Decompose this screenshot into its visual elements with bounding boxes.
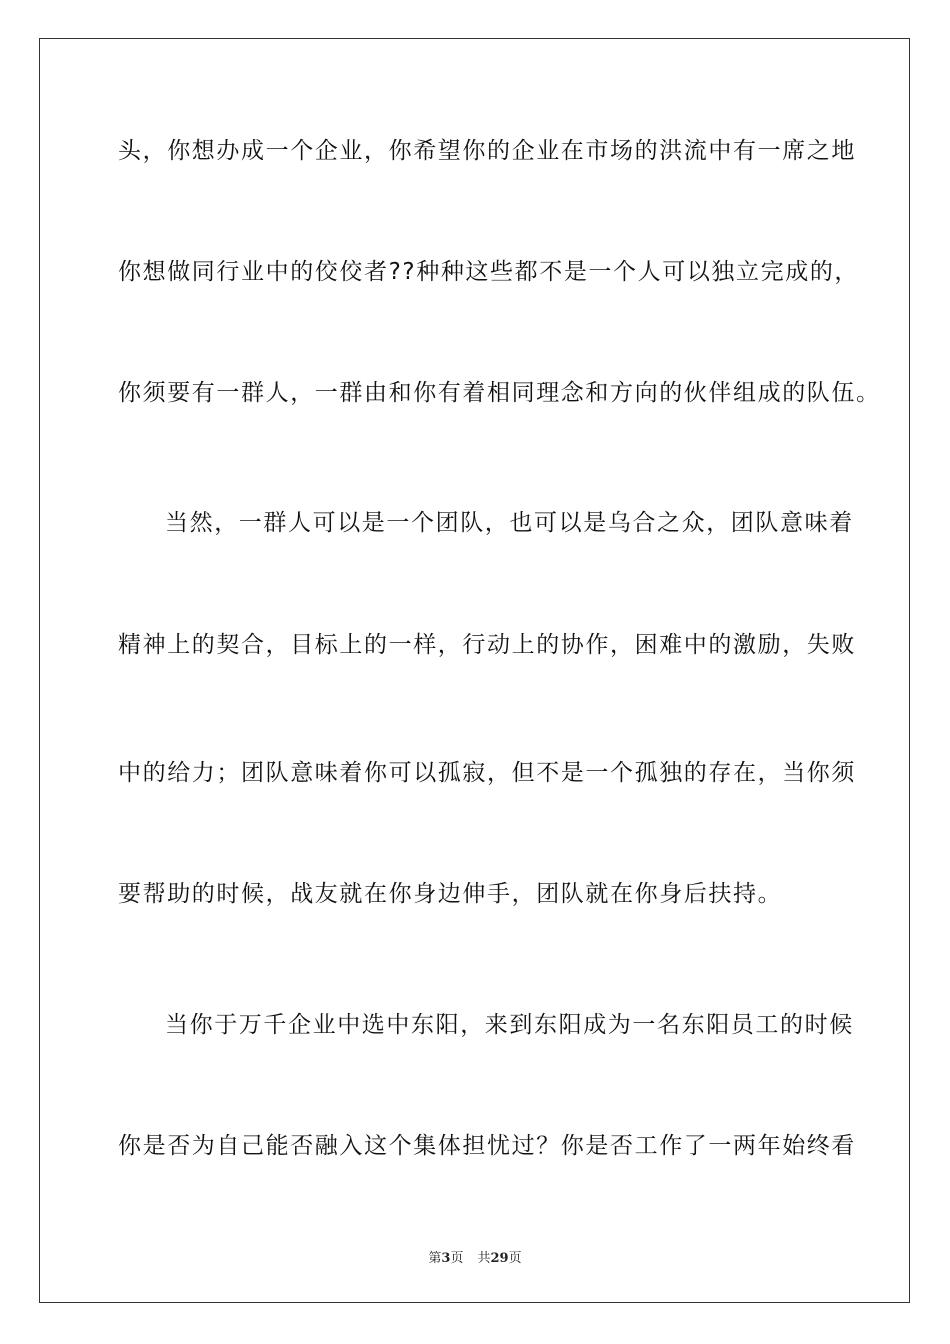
page-footer [0, 1247, 950, 1266]
text-line-2: 你想做同行业中的佼佼者??种种这些都不是一个人可以独立完成的， [118, 259, 860, 285]
text-line-6: 中的给力；团队意味着你可以孤寂，但不是一个孤独的存在，当你须 [118, 760, 856, 786]
page-border [39, 38, 910, 1303]
footer-page-suffix: 页 [450, 1251, 464, 1266]
text-line-8: 当你于万千企业中选中东阳，来到东阳成为一名东阳员工的时候 [165, 1012, 854, 1038]
text-line-1: 头，你想办成一个企业，你希望你的企业在市场的洪流中有一席之地 [118, 138, 856, 164]
footer-page-number: 3 [441, 1251, 451, 1266]
text-line-7: 要帮助的时候，战友就在你身边伸手，团队就在你身后扶持。 [118, 881, 783, 907]
text-line-3: 你须要有一群人，一群由和你有着相同理念和方向的伙伴组成的队伍。 [118, 380, 881, 406]
text-line-5: 精神上的契合，目标上的一样，行动上的协作，困难中的激励，失败 [118, 632, 856, 658]
footer-total-suffix: 页 [508, 1251, 522, 1266]
text-line-9: 你是否为自己能否融入这个集体担忧过？你是否工作了一两年始终看 [118, 1133, 856, 1159]
text-line-4: 当然，一群人可以是一个团队，也可以是乌合之众，团队意味着 [165, 510, 854, 536]
footer-page-prefix: 第 [428, 1251, 442, 1266]
footer-total-prefix: 共 [477, 1251, 491, 1266]
footer-total-pages: 29 [490, 1251, 509, 1266]
